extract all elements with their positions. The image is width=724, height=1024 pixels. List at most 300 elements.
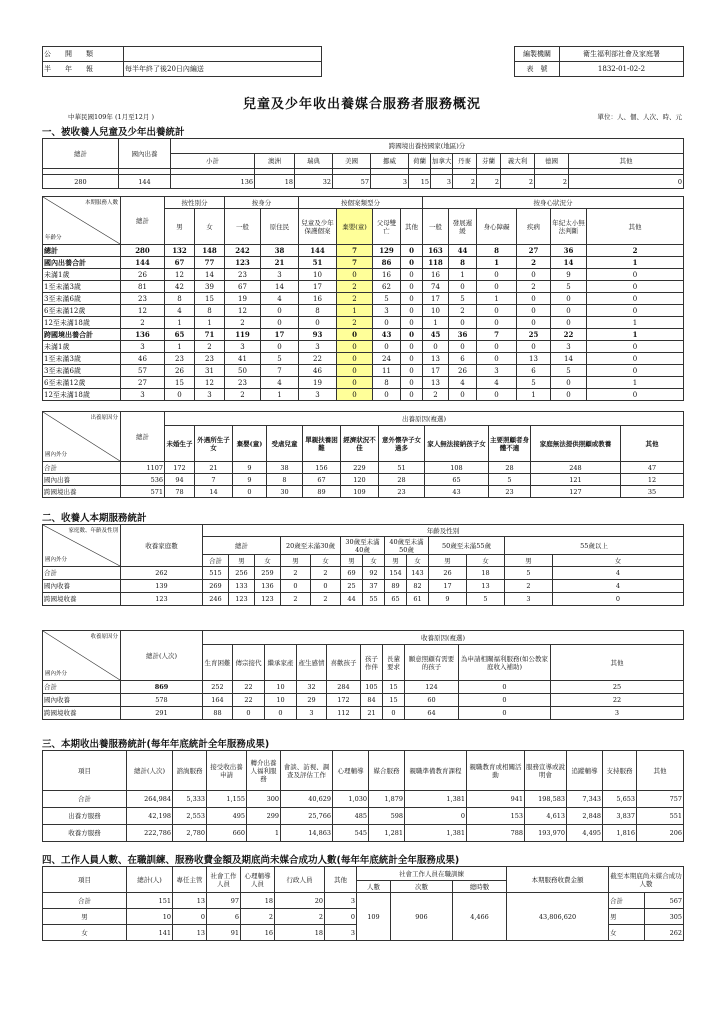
t3-h-sub: 意外懷孕子女過多: [379, 426, 425, 462]
t2-cell: 0: [517, 317, 551, 329]
t2-cell: 26: [121, 269, 165, 281]
t2-cell: 12: [165, 269, 195, 281]
t2-cell: 1: [449, 269, 477, 281]
t2-cell: 0: [401, 365, 423, 377]
t2-cell: 10: [299, 269, 337, 281]
t6-cell: 14,863: [281, 825, 333, 842]
t3-cell: 51: [379, 462, 425, 474]
t2-cell: 2: [225, 389, 261, 401]
t1-h-sub: 美國: [333, 154, 371, 169]
t2-cell: 8: [195, 305, 225, 317]
t1-h-sub: 丹麥: [453, 154, 477, 169]
t2-cell: 2: [449, 305, 477, 317]
t3-cell: 109: [341, 486, 379, 498]
t4-cell: 139: [121, 580, 203, 593]
table-row: [43, 365, 684, 377]
t5-cell: 21: [361, 707, 383, 720]
t4-h-age: 55歲以上: [505, 537, 684, 555]
t3-h-sub: 外遇所生子女: [195, 426, 233, 462]
t2-cell: 14: [261, 281, 299, 293]
t2-cell: 38: [261, 245, 299, 257]
t3-cell: 38: [267, 462, 303, 474]
t1-h-domestic: 國內出養: [119, 139, 171, 169]
t2-cell: 25: [517, 329, 551, 341]
t2-cell: 15: [165, 377, 195, 389]
t2-cell: 6: [449, 353, 477, 365]
t4-h-sex: 男: [229, 555, 255, 567]
t4-cell: 515: [203, 567, 229, 580]
t3-cell: 120: [341, 474, 379, 486]
t3-cell: 121: [531, 474, 621, 486]
form-no: 1832-01-02-2: [560, 62, 684, 77]
t2-cell: 0: [477, 281, 517, 293]
t2-cell: 119: [225, 329, 261, 341]
t2-cell: 57: [121, 365, 165, 377]
t2-cell: 118: [423, 257, 449, 269]
t3-row-label: 國內出養: [43, 474, 121, 486]
t3-cell: 108: [425, 462, 489, 474]
t6-h-sub: 會談、訪視、調查及評估工作: [281, 751, 333, 791]
t2-cell: 0: [477, 305, 517, 317]
t4-cell: 2: [281, 567, 311, 580]
t4-cell: 259: [255, 567, 281, 580]
t5-cell: 252: [203, 681, 233, 694]
t4-h-age: 40歲至未滿50歲: [385, 537, 429, 555]
t6-cell: 545: [333, 825, 369, 842]
t6-cell: 40,629: [281, 791, 333, 808]
t4-cell: 0: [553, 593, 684, 606]
t5-cell: 10: [265, 681, 297, 694]
public-label: 公 開 類: [43, 47, 124, 62]
t3-h-group: 出養原因(複選): [165, 412, 684, 426]
t4-cell: 37: [363, 580, 385, 593]
t3-h-sub: 經濟狀況不佳: [341, 426, 379, 462]
t2-cell: 242: [225, 245, 261, 257]
t5-cell: 29: [297, 694, 327, 707]
t3-h-sub: 未婚生子: [165, 426, 195, 462]
table-row: [43, 257, 684, 269]
t2-cell: 26: [165, 365, 195, 377]
t2-cell: 22: [551, 329, 587, 341]
t7-cell: 10: [127, 909, 173, 925]
t7-cell: 151: [127, 893, 173, 909]
t3-cell: 14: [195, 486, 233, 498]
t5-cell: 0: [459, 707, 551, 720]
t2-cell: 16: [299, 293, 337, 305]
t2-cell: 0: [401, 329, 423, 341]
t5-cell: 3: [297, 707, 327, 720]
t3-cell: 65: [425, 474, 489, 486]
t3-cell: 172: [165, 462, 195, 474]
t6-cell: 788: [467, 825, 525, 842]
t2-cell: 3: [477, 365, 517, 377]
t2-cell: 0: [373, 341, 401, 353]
t5-cell: 869: [121, 681, 203, 694]
t2-cell: 14: [551, 353, 587, 365]
header-right-table: [514, 46, 684, 77]
t2-cell: 0: [401, 281, 423, 293]
t2-cell: 8: [165, 293, 195, 305]
t2-h-sub: 身心障礙: [477, 209, 517, 245]
t4-cell: 4: [553, 567, 684, 580]
t5-h-sub: 繼承家產: [265, 645, 297, 681]
t2-cell: 51: [299, 257, 337, 269]
t2-cell: 0: [517, 293, 551, 305]
t3-cell: 23: [379, 486, 425, 498]
t4-h-male: 男: [429, 555, 467, 567]
t2-cell: 0: [401, 389, 423, 401]
t7-cell: 20: [275, 893, 325, 909]
t5-h-sub: 產生感情: [297, 645, 327, 681]
t6-cell: 5,333: [173, 791, 207, 808]
t1-cell: 2: [453, 175, 477, 189]
t2-cell: 0: [449, 341, 477, 353]
t3-h-sub: 家庭無法提供照顧或教養: [531, 426, 621, 462]
t4-cell: 123: [121, 593, 203, 606]
table-row: [43, 694, 684, 707]
t4-cell: 2: [281, 593, 311, 606]
t2-cell: 0: [401, 317, 423, 329]
t5-cell: 284: [327, 681, 361, 694]
t2-cell: 0: [551, 377, 587, 389]
t5-cell: 32: [297, 681, 327, 694]
t6-h-sub: 轉介出養人福利服務: [247, 751, 281, 791]
t2-h-sub: 其他: [401, 209, 423, 245]
t4-cell: 65: [385, 593, 407, 606]
t1-h-sub: 義大利: [501, 154, 535, 169]
t5-h-total: 總計(人次): [121, 631, 203, 681]
t6-cell: 222,786: [127, 825, 173, 842]
t2-h-sub: 年紀太小無法判斷: [551, 209, 587, 245]
t3-cell: 94: [165, 474, 195, 486]
t2-cell: 0: [587, 365, 684, 377]
t2-cell: 86: [373, 257, 401, 269]
t4-cell: 9: [429, 593, 467, 606]
t2-cell: 2: [195, 341, 225, 353]
t4-h-female: 女: [407, 555, 429, 567]
t2-cell: 0: [165, 389, 195, 401]
t2-cell: 4: [477, 377, 517, 389]
t7-cell: 18: [241, 893, 275, 909]
t6-cell: 1,381: [405, 825, 467, 842]
t2-row-label: 國內出養合計: [43, 257, 121, 269]
t6-cell: 206: [637, 825, 684, 842]
t2-cell: 0: [587, 305, 684, 317]
t2-h-sub: 一般: [225, 209, 261, 245]
t2-cell: 1: [337, 305, 373, 317]
t2-cell: 3: [225, 341, 261, 353]
t2-cell: 0: [449, 317, 477, 329]
page-title: 兒童及少年收出養媒合服務者服務概況: [242, 97, 481, 112]
t2-cell: 8: [449, 257, 477, 269]
t7-h-sub-1: 社會工作人員: [207, 867, 241, 893]
t2-cell: 0: [587, 293, 684, 305]
t2-cell: 0: [337, 269, 373, 281]
t2-cell: 5: [373, 293, 401, 305]
t2-cell: 7: [337, 245, 373, 257]
t2-cell: 50: [225, 365, 261, 377]
t2-cell: 39: [195, 281, 225, 293]
t6-h-sub: 諮詢服務: [173, 751, 207, 791]
t6-cell: 299: [247, 808, 281, 825]
t7-h-fee: 本期服務收費金額: [507, 867, 609, 893]
t2-h-sub: 一般: [423, 209, 449, 245]
t2-cell: 0: [373, 317, 401, 329]
t2-cell: 17: [261, 329, 299, 341]
t2-cell: 0: [401, 377, 423, 389]
t5-h-sub: 喜歡孩子: [327, 645, 361, 681]
t7-train-hours: 4,466: [453, 893, 507, 941]
t2-h-sub: 父母雙亡: [373, 209, 401, 245]
t2-cell: 129: [373, 245, 401, 257]
t2-cell: 9: [551, 269, 587, 281]
t2-h-sex: 按性別分: [165, 197, 225, 209]
t3-cell: 7: [195, 474, 233, 486]
table-row: [43, 317, 684, 329]
t6-h-sub: 服務宣導或說明會: [525, 751, 567, 791]
t2-cell: 2: [587, 245, 684, 257]
t6-cell: 3,837: [603, 808, 637, 825]
t1-cell: 0: [569, 175, 684, 189]
t5-cell: 291: [121, 707, 203, 720]
t2-cell: 0: [477, 341, 517, 353]
t6-cell: 198,583: [525, 791, 567, 808]
t3-cell: 536: [121, 474, 165, 486]
table-row: [43, 791, 684, 808]
t2-cell: 0: [477, 269, 517, 281]
t3-cell: 43: [425, 486, 489, 498]
t4-cell: 123: [255, 593, 281, 606]
t6-cell: 1,155: [207, 791, 247, 808]
t2-cell: 2: [423, 389, 449, 401]
t1-cell: 57: [333, 175, 371, 189]
t7-h-total: 總計(人): [127, 867, 173, 893]
t4-cell: 0: [281, 580, 311, 593]
t7-row-label: 女: [43, 925, 127, 941]
t7-h-train-people: 人數: [357, 881, 391, 893]
t7-h-train-hours: 總時數: [453, 881, 507, 893]
t7-cell: 3: [325, 925, 357, 941]
t6-h-total: 總計(人次): [127, 751, 173, 791]
t2-cell: 0: [477, 317, 517, 329]
t6-h-sub: 親職準備教育課程: [405, 751, 467, 791]
table-row: [43, 389, 684, 401]
t6-cell: 25,766: [281, 808, 333, 825]
t4-cell: 89: [385, 580, 407, 593]
t7-pending-value: 567: [645, 893, 684, 909]
t5-cell: 0: [383, 707, 405, 720]
t1-h-sub: 芬蘭: [477, 154, 501, 169]
t2-cell: 1: [477, 257, 517, 269]
t2-cell: 5: [449, 293, 477, 305]
table-row: [43, 245, 684, 257]
table-2-age: [42, 196, 684, 401]
t2-cell: 8: [477, 245, 517, 257]
table-3-reason: [42, 411, 684, 498]
t2-cell: 0: [373, 389, 401, 401]
t2-cell: 0: [337, 341, 373, 353]
t2-cell: 0: [551, 389, 587, 401]
t2-cell: 13: [423, 353, 449, 365]
t2-row-label: 3至未滿6歲: [43, 293, 121, 305]
t2-cell: 23: [195, 353, 225, 365]
t6-cell: 264,984: [127, 791, 173, 808]
t3-cell: 127: [531, 486, 621, 498]
table-row: [43, 567, 684, 580]
t3-cell: 67: [303, 474, 341, 486]
t5-h-sub: 願意照顧有需要的孩子: [405, 645, 459, 681]
t6-cell: 5,653: [603, 791, 637, 808]
t3-h-sub: 主要照顧者身體不適: [489, 426, 531, 462]
t2-cell: 12: [195, 377, 225, 389]
t2-cell: 31: [195, 365, 225, 377]
t1-cell: 3: [371, 175, 409, 189]
t6-cell: 1,281: [369, 825, 405, 842]
t2-cell: 7: [477, 329, 517, 341]
t4-h-male: 男: [341, 555, 363, 567]
t4-h-male: 男: [281, 555, 311, 567]
t5-row-label: 合計: [43, 681, 121, 694]
t2-h-id: 按身分: [225, 197, 299, 209]
t5-cell: 15: [383, 681, 405, 694]
t1-cell: 15: [409, 175, 431, 189]
t6-cell: 757: [637, 791, 684, 808]
agency: 衛生福利部社會及家庭署: [560, 47, 684, 62]
table-1-country: [42, 138, 684, 189]
t2-row-label: 跨國境出養合計: [43, 329, 121, 341]
t7-train-people: 109: [357, 893, 391, 941]
table-row: [43, 341, 684, 353]
t7-cell: 0: [325, 909, 357, 925]
t2-cell: 23: [165, 353, 195, 365]
t5-cell: 172: [327, 694, 361, 707]
t5-h-sub: 傳宗接代: [233, 645, 265, 681]
t7-h-sub-2: 心理輔導人員: [241, 867, 275, 893]
t4-h-male: 男: [385, 555, 407, 567]
t2-cell: 0: [401, 269, 423, 281]
table-row: [43, 707, 684, 720]
t2-cell: 280: [121, 245, 165, 257]
table-7-staff: [42, 866, 684, 941]
t4-row-label: 跨國境收養: [43, 593, 121, 606]
t3-cell: 28: [379, 474, 425, 486]
t2-cell: 17: [299, 281, 337, 293]
t1-h-sub: 小計: [171, 154, 255, 169]
t2-cell: 0: [423, 341, 449, 353]
t4-cell: 44: [341, 593, 363, 606]
t2-cell: 77: [195, 257, 225, 269]
t6-cell: 1,816: [603, 825, 637, 842]
t7-cell: 16: [241, 925, 275, 941]
t2-cell: 136: [121, 329, 165, 341]
t7-h-item: 項目: [43, 867, 127, 893]
t5-cell: 64: [405, 707, 459, 720]
period: 中華民國109年 (1月至12月 ): [68, 113, 155, 121]
t3-cell: 35: [621, 486, 684, 498]
t6-cell: 4,613: [525, 808, 567, 825]
t2-h-sub: 疾病: [517, 209, 551, 245]
table-5-adopt-reason: [42, 630, 684, 720]
t4-cell: 2: [311, 567, 341, 580]
t2-cell: 5: [261, 353, 299, 365]
t6-cell: 941: [467, 791, 525, 808]
t6-cell: 2,553: [173, 808, 207, 825]
t4-cell: 0: [311, 580, 341, 593]
t7-cell: 18: [275, 925, 325, 941]
t2-cell: 0: [449, 281, 477, 293]
t2-row-label: 6至未滿12歲: [43, 377, 121, 389]
t1-cell: 2: [501, 175, 535, 189]
t2-cell: 1: [423, 317, 449, 329]
table-row: [43, 825, 684, 842]
t2-cell: 3: [121, 341, 165, 353]
t2-cell: 12: [225, 305, 261, 317]
t1-h-group: 跨國境出養按國家(地區)分: [171, 139, 684, 154]
t5-cell: 25: [551, 681, 684, 694]
t2-cell: 46: [299, 365, 337, 377]
t5-cell: 124: [405, 681, 459, 694]
t4-cell: 4: [553, 580, 684, 593]
t5-row-label: 國內收養: [43, 694, 121, 707]
t4-cell: 2: [311, 593, 341, 606]
t3-h-sub: 受虐兒童: [267, 426, 303, 462]
t3-h-sub: 其他: [621, 426, 684, 462]
t4-row-label: 國內收養: [43, 580, 121, 593]
t2-cell: 17: [423, 365, 449, 377]
t4-cell: 246: [203, 593, 229, 606]
t2-cell: 23: [225, 377, 261, 389]
t5-cell: 0: [459, 681, 551, 694]
t2-cell: 71: [195, 329, 225, 341]
t2-row-label: 3至未滿6歲: [43, 365, 121, 377]
t2-cell: 62: [373, 281, 401, 293]
t4-cell: 25: [341, 580, 363, 593]
t3-cell: 5: [489, 474, 531, 486]
t6-cell: 1,030: [333, 791, 369, 808]
t3-cell: 248: [531, 462, 621, 474]
t2-row-label: 6至未滿12歲: [43, 305, 121, 317]
t5-cell: 164: [203, 694, 233, 707]
t7-pending-value: 305: [645, 909, 684, 925]
t2-cell: 23: [225, 269, 261, 281]
t2-h-total: 總計: [121, 197, 165, 245]
t2-cell: 2: [337, 317, 373, 329]
t7-cell: 3: [325, 893, 357, 909]
t2-cell: 0: [551, 317, 587, 329]
t2-h-sub: 其他: [587, 209, 684, 245]
t3-cell: 1107: [121, 462, 165, 474]
t4-cell: 2: [505, 580, 553, 593]
t2-cell: 3: [195, 389, 225, 401]
t2-cell: 2: [517, 281, 551, 293]
t4-cell: 26: [429, 567, 467, 580]
t4-cell: 262: [121, 567, 203, 580]
section-4-title: 四、工作人員人數、在職訓練、服務收費金額及期底尚未媒合成功人數(每年年底統計全年服務成果): [42, 855, 460, 866]
t2-cell: 0: [337, 377, 373, 389]
t7-cell: 2: [275, 909, 325, 925]
t3-cell: 0: [233, 486, 267, 498]
t2-h-reason: 按個案類型分: [299, 197, 423, 209]
t2-cell: 0: [587, 341, 684, 353]
t2-cell: 11: [373, 365, 401, 377]
t2-cell: 0: [477, 353, 517, 365]
t2-cell: 43: [373, 329, 401, 341]
t7-row-label: 男: [43, 909, 127, 925]
section-1-title: 一、被收養人兒童及少年出養統計: [42, 127, 185, 138]
table-row: [43, 580, 684, 593]
t2-cell: 0: [517, 341, 551, 353]
t4-cell: 154: [385, 567, 407, 580]
